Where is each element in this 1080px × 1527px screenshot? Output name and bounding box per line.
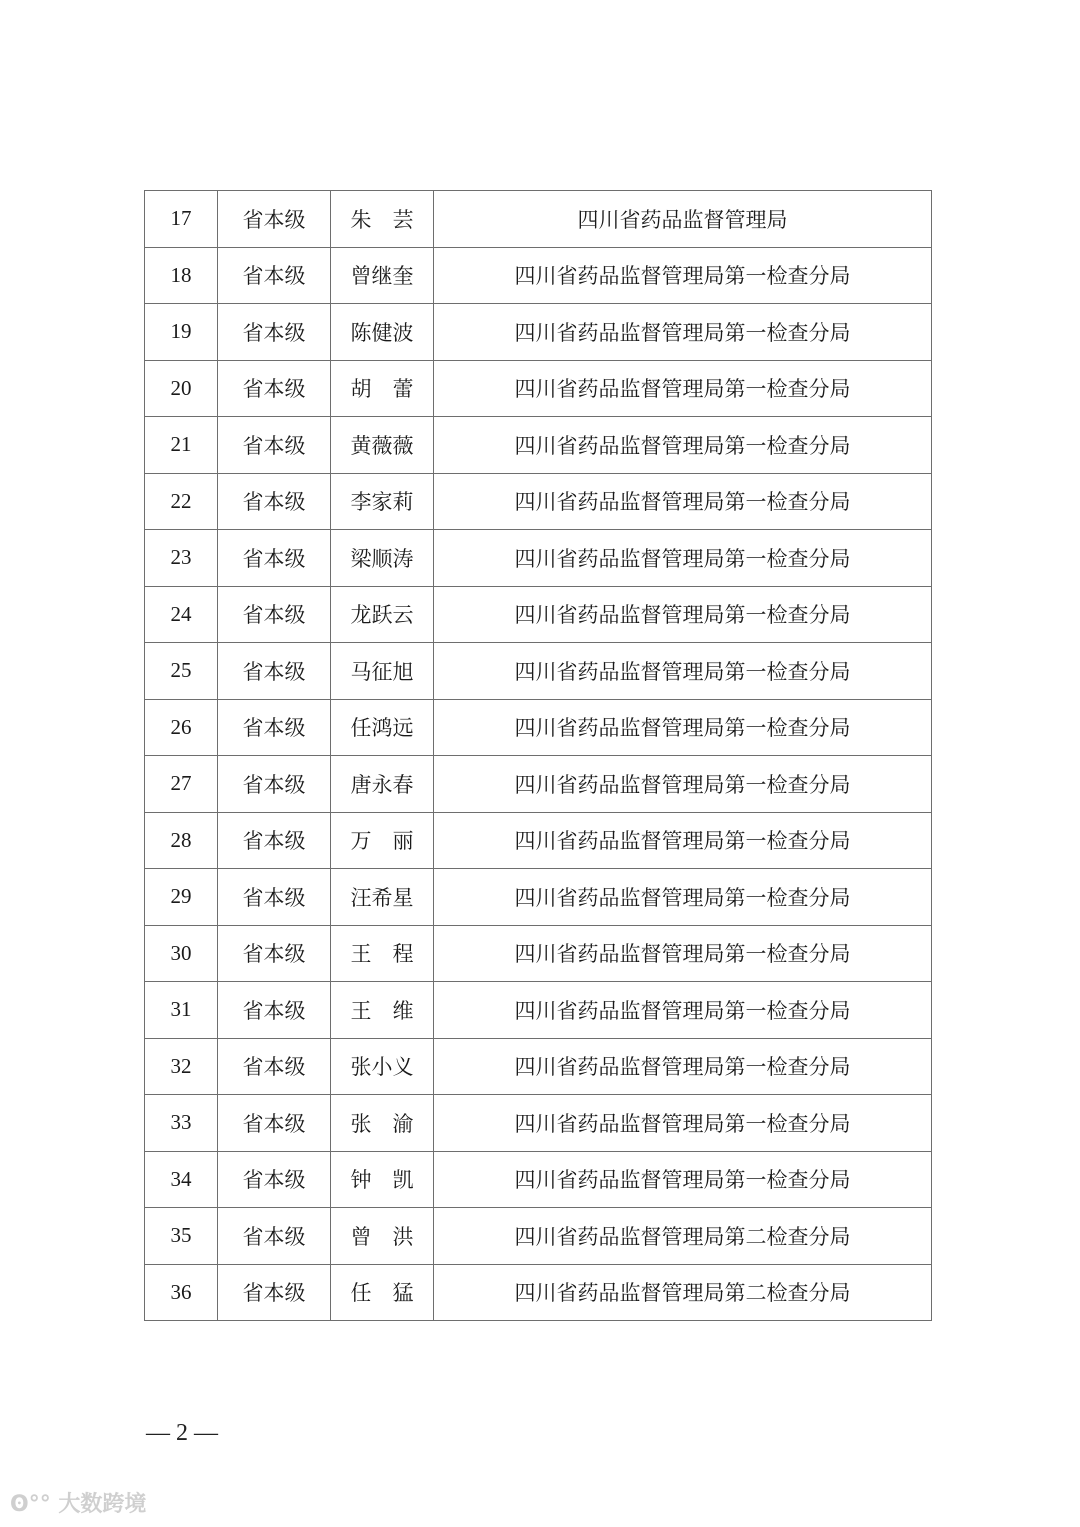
- table-row: [145, 1151, 932, 1208]
- name-cell: 张小义: [331, 1038, 434, 1095]
- level-cell: 省本级: [218, 586, 331, 643]
- row-number: 34: [145, 1151, 218, 1208]
- table-row: [145, 247, 932, 304]
- row-number: 22: [145, 473, 218, 530]
- table-row: [145, 1264, 932, 1321]
- watermark: [10, 1487, 146, 1518]
- organization-cell: 四川省药品监督管理局第一检查分局: [434, 812, 932, 869]
- organization-cell: 四川省药品监督管理局第一检查分局: [434, 530, 932, 587]
- row-number: 35: [145, 1208, 218, 1265]
- level-cell: 省本级: [218, 1038, 331, 1095]
- row-number: 23: [145, 530, 218, 587]
- row-number: 28: [145, 812, 218, 869]
- level-cell: 省本级: [218, 1095, 331, 1152]
- name-cell: 曾 洪: [331, 1208, 434, 1265]
- row-number: 21: [145, 417, 218, 474]
- organization-cell: 四川省药品监督管理局第一检查分局: [434, 1095, 932, 1152]
- level-cell: 省本级: [218, 417, 331, 474]
- level-cell: 省本级: [218, 643, 331, 700]
- row-number: 30: [145, 925, 218, 982]
- name-cell: 龙跃云: [331, 586, 434, 643]
- row-number: 19: [145, 304, 218, 361]
- table-row: [145, 360, 932, 417]
- table-row: [145, 586, 932, 643]
- name-cell: 胡 蕾: [331, 360, 434, 417]
- row-number: 24: [145, 586, 218, 643]
- page-number: — 2 —: [146, 1420, 218, 1446]
- table-row: [145, 473, 932, 530]
- organization-cell: 四川省药品监督管理局第一检查分局: [434, 699, 932, 756]
- level-cell: 省本级: [218, 982, 331, 1039]
- organization-cell: 四川省药品监督管理局第一检查分局: [434, 586, 932, 643]
- organization-cell: 四川省药品监督管理局第一检查分局: [434, 643, 932, 700]
- level-cell: 省本级: [218, 191, 331, 248]
- organization-cell: 四川省药品监督管理局第一检查分局: [434, 756, 932, 813]
- level-cell: 省本级: [218, 812, 331, 869]
- row-number: 26: [145, 699, 218, 756]
- row-number: 32: [145, 1038, 218, 1095]
- table-row: [145, 1095, 932, 1152]
- name-cell: 陈健波: [331, 304, 434, 361]
- table-row: [145, 869, 932, 926]
- organization-cell: 四川省药品监督管理局第一检查分局: [434, 304, 932, 361]
- row-number: 18: [145, 247, 218, 304]
- name-cell: 汪希星: [331, 869, 434, 926]
- row-number: 17: [145, 191, 218, 248]
- name-cell: 李家莉: [331, 473, 434, 530]
- watermark-text: 大数跨境: [58, 1492, 147, 1517]
- level-cell: 省本级: [218, 247, 331, 304]
- organization-cell: 四川省药品监督管理局第一检查分局: [434, 982, 932, 1039]
- table-row: [145, 982, 932, 1039]
- row-number: 27: [145, 756, 218, 813]
- name-cell: 钟 凯: [331, 1151, 434, 1208]
- name-cell: 马征旭: [331, 643, 434, 700]
- table-row: [145, 643, 932, 700]
- table-row: [145, 530, 932, 587]
- row-number: 31: [145, 982, 218, 1039]
- table-row: [145, 191, 932, 248]
- row-number: 33: [145, 1095, 218, 1152]
- name-cell: 黄薇薇: [331, 417, 434, 474]
- organization-cell: 四川省药品监督管理局第一检查分局: [434, 869, 932, 926]
- name-cell: 张 渝: [331, 1095, 434, 1152]
- organization-cell: 四川省药品监督管理局第一检查分局: [434, 1038, 932, 1095]
- row-number: 36: [145, 1264, 218, 1321]
- table-row: [145, 304, 932, 361]
- table-row: [145, 417, 932, 474]
- row-number: 29: [145, 869, 218, 926]
- level-cell: 省本级: [218, 869, 331, 926]
- level-cell: 省本级: [218, 530, 331, 587]
- table-row: [145, 925, 932, 982]
- name-cell: 万 丽: [331, 812, 434, 869]
- watermark-logo-icon: ʘ°°: [10, 1492, 59, 1517]
- level-cell: 省本级: [218, 756, 331, 813]
- level-cell: 省本级: [218, 925, 331, 982]
- level-cell: 省本级: [218, 1208, 331, 1265]
- name-cell: 王 程: [331, 925, 434, 982]
- name-cell: 王 维: [331, 982, 434, 1039]
- table-row: [145, 756, 932, 813]
- name-cell: 唐永春: [331, 756, 434, 813]
- name-cell: 朱 芸: [331, 191, 434, 248]
- table-body: [145, 191, 932, 1321]
- level-cell: 省本级: [218, 360, 331, 417]
- table-row: [145, 1038, 932, 1095]
- name-cell: 任鸿远: [331, 699, 434, 756]
- table-row: [145, 812, 932, 869]
- organization-cell: 四川省药品监督管理局第一检查分局: [434, 473, 932, 530]
- organization-cell: 四川省药品监督管理局第一检查分局: [434, 360, 932, 417]
- organization-cell: 四川省药品监督管理局: [434, 191, 932, 248]
- level-cell: 省本级: [218, 699, 331, 756]
- organization-cell: 四川省药品监督管理局第一检查分局: [434, 247, 932, 304]
- name-cell: 曾继奎: [331, 247, 434, 304]
- name-cell: 梁顺涛: [331, 530, 434, 587]
- organization-cell: 四川省药品监督管理局第一检查分局: [434, 925, 932, 982]
- level-cell: 省本级: [218, 1264, 331, 1321]
- name-cell: 任 猛: [331, 1264, 434, 1321]
- row-number: 25: [145, 643, 218, 700]
- personnel-table: [144, 190, 932, 1321]
- level-cell: 省本级: [218, 304, 331, 361]
- level-cell: 省本级: [218, 1151, 331, 1208]
- organization-cell: 四川省药品监督管理局第一检查分局: [434, 417, 932, 474]
- table-row: [145, 699, 932, 756]
- organization-cell: 四川省药品监督管理局第二检查分局: [434, 1208, 932, 1265]
- row-number: 20: [145, 360, 218, 417]
- organization-cell: 四川省药品监督管理局第二检查分局: [434, 1264, 932, 1321]
- organization-cell: 四川省药品监督管理局第一检查分局: [434, 1151, 932, 1208]
- level-cell: 省本级: [218, 473, 331, 530]
- table-row: [145, 1208, 932, 1265]
